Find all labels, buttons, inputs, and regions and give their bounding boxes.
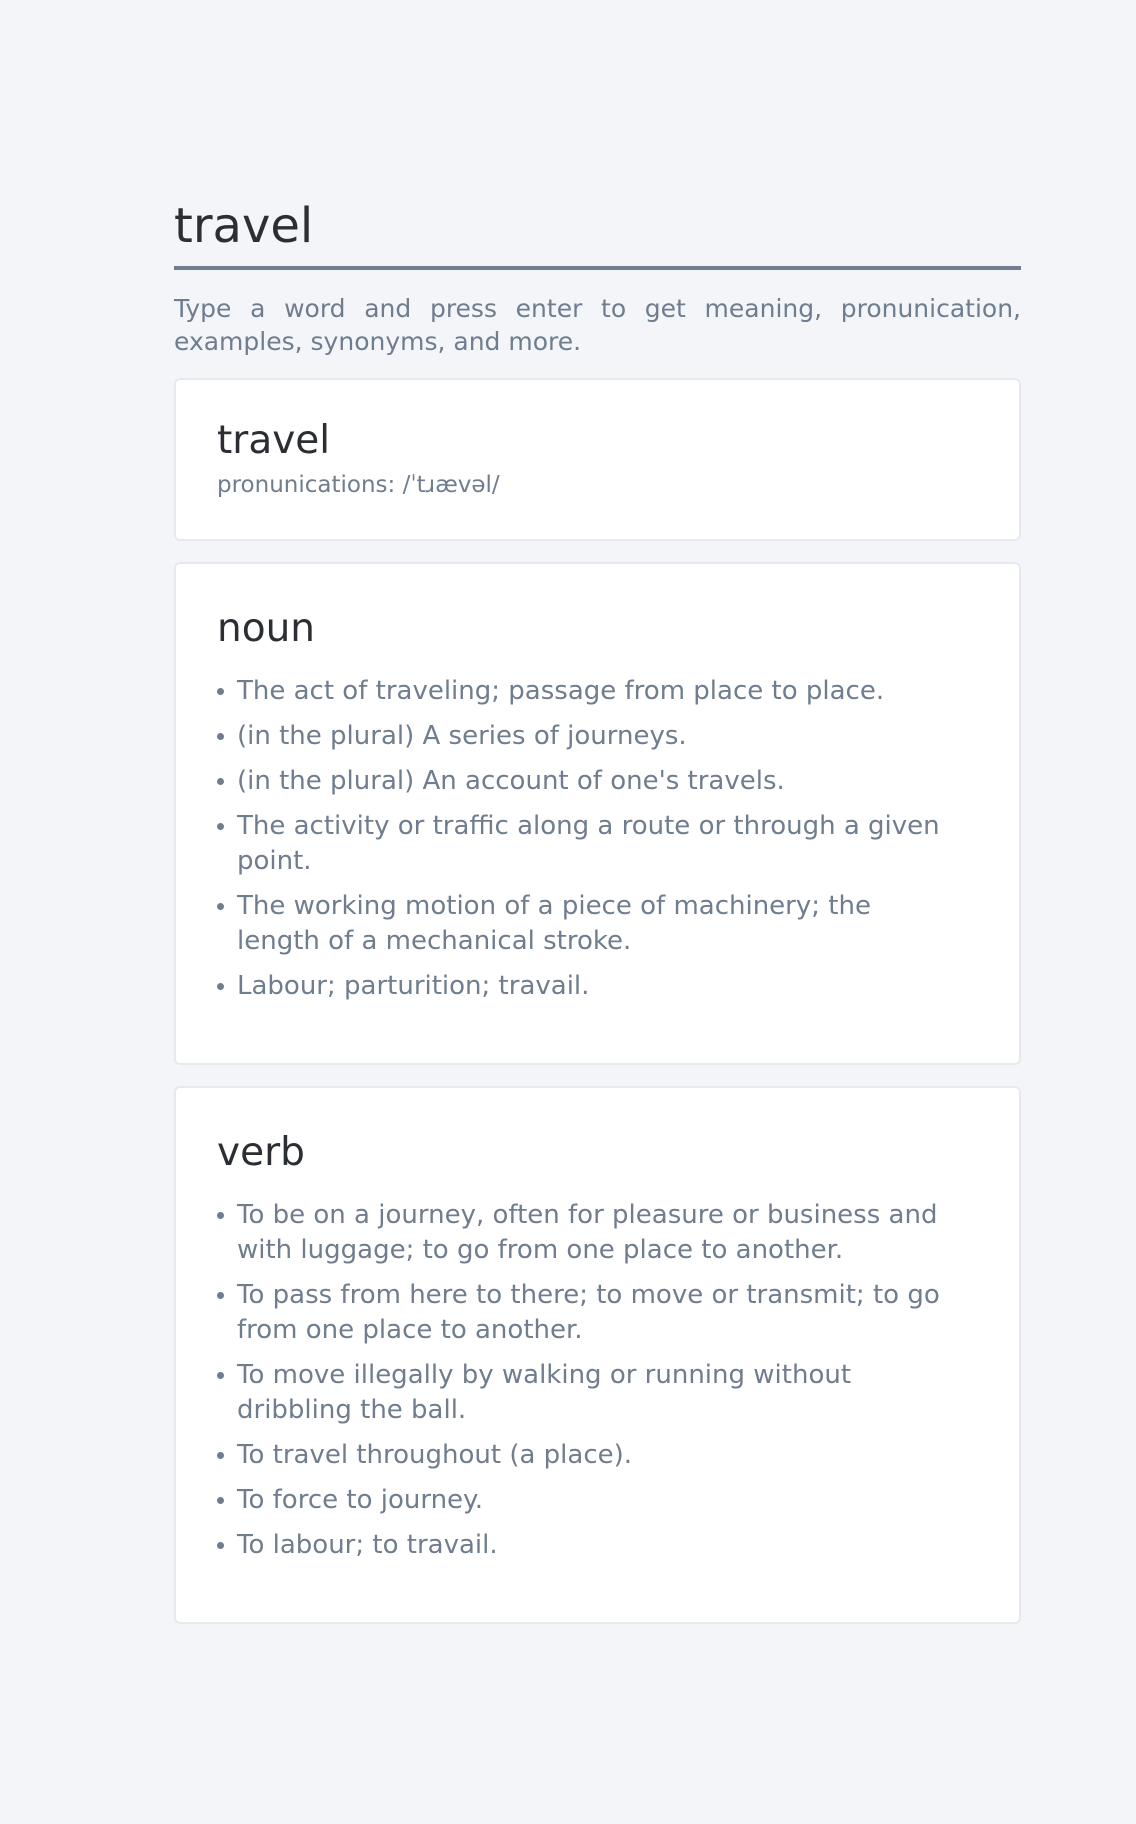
definition-list [217, 1198, 957, 1573]
definition-item: Labour; parturition; travail. [237, 969, 957, 1004]
definition-item: To labour; to travail. [237, 1528, 957, 1563]
meaning-card-verb [174, 1086, 1021, 1624]
pronunciation-text: pronunications: /ˈtɹævəl/ [217, 472, 500, 498]
definition-item: To be on a journey, often for pleasure or business and with luggage; to go from one place to another. [237, 1198, 957, 1268]
search-hint: Type a word and press enter to get meaning, pronunication, examples, synonyms, and more. [174, 294, 1021, 356]
definition-item: To pass from here to there; to move or transmit; to go from one place to another. [237, 1278, 957, 1348]
part-of-speech-title: noun [217, 606, 316, 651]
definition-item: The working motion of a piece of machinery; the length of a mechanical stroke. [237, 889, 957, 959]
word-title: travel [217, 418, 331, 463]
definition-item: (in the plural) An account of one's travels. [237, 764, 957, 799]
definition-item: To force to journey. [237, 1483, 957, 1518]
definition-item: (in the plural) A series of journeys. [237, 719, 957, 754]
definition-item: To move illegally by walking or running without dribbling the ball. [237, 1358, 957, 1428]
definition-item: The activity or traffic along a route or through a given point. [237, 809, 957, 879]
definition-item: To travel throughout (a place). [237, 1438, 957, 1473]
word-card [174, 378, 1021, 541]
search-input[interactable] [174, 185, 1021, 270]
meaning-card-noun [174, 562, 1021, 1065]
part-of-speech-title: verb [217, 1130, 305, 1175]
definition-item: The act of traveling; passage from place to place. [237, 674, 957, 709]
definition-list [217, 674, 957, 1014]
